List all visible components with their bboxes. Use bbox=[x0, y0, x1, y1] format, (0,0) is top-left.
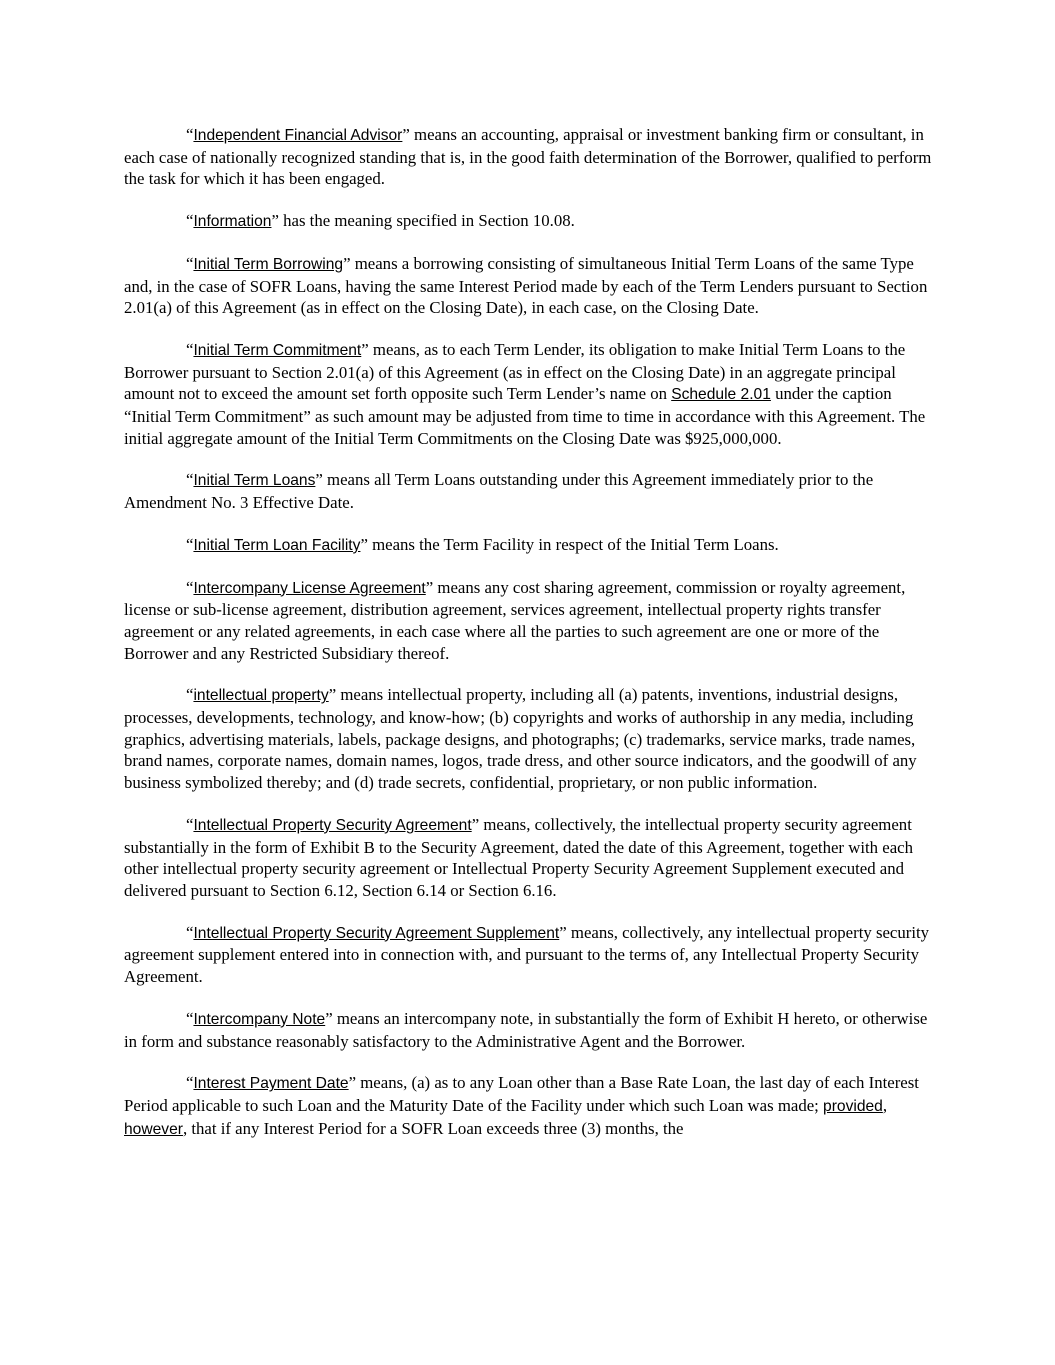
defined-term: Information bbox=[193, 213, 272, 231]
defined-term: Intellectual Property Security Agreement Supplement bbox=[193, 924, 560, 942]
definition-text: ” has the meaning specified in Section 10.08. bbox=[271, 211, 575, 231]
defined-term: Interest Payment Date bbox=[193, 1075, 349, 1093]
definition-initial-term-borrowing: “Initial Term Borrowing” means a borrowing consisting of simultaneous Initial Term Loans of the same Type and, in the case of SOFR Loans, having the same Interest Period made by each of the Term Lenders pursuant to Section 2.01(a) of this Agreement (as in effect on the Closing Date), in each case, on the Closing Date. bbox=[124, 253, 928, 318]
definition-initial-term-commitment: “Initial Term Commitment” means, as to each Term Lender, its obligation to make Initial Term Loans to the Borrower pursuant to Section 2.01(a) of this Agreement (as in effect on the Closing Date) in an aggregate principal amount not to exceed the amount set forth opposite such Term Lender’s name on Schedule 2.01 under the caption “Initial Term Commitment” as such amount may be adjusted from time to time in accordance with this Agreement. The initial aggregate amount of the Initial Term Commitments on the Closing Date was $925,000,000. bbox=[124, 339, 926, 448]
definition-text: ” means intellectual property, including all (a) patents, inventions, industrial designs, processes, developments, technology, and know-how; (b) copyrights and works of authorship in any media, including graphics, advertising materials, labels, package designs, and photographs; (c) trademarks, service marks, trade names, brand names, corporate names, domain names, logos, trade dress, and other source indicators, and the goodwill of any business symbolized thereby; and (d) trade secrets, confidential, proprietary, or non public information. bbox=[124, 685, 917, 793]
definition-intercompany-license-agreement: “Intercompany License Agreement” means any cost sharing agreement, commission or royalty agreement, license or sub-license agreement, distribution agreement, services agreement, intellectual property rights transfer agreement or any related agreements, in each case where all the parties to such agreement are one or more of the Borrower and any Restricted Subsidiary thereof. bbox=[124, 577, 906, 663]
definition-text: ” means any cost sharing agreement, commission or royalty agreement, license or sub-license agreement, distribution agreement, services agreement, intellectual property rights transfer agreement or any related agreements, in each case where all the parties to such agreement are one or more of the Borrower and any Restricted Subsidiary thereof. bbox=[124, 577, 906, 663]
defined-term: Initial Term Loans bbox=[193, 472, 316, 490]
definition-ip-security-agreement: “Intellectual Property Security Agreement” means, collectively, the intellectual property security agreement substantially in the form of Exhibit B to the Security Agreement, dated the date of this Agreement, together with each other intellectual property security agreement or Intellectual Property Security Agreement Supplement executed and delivered pursuant to Section 6.12, Section 6.14 or Section 6.16. bbox=[124, 814, 913, 900]
schedule-reference: Schedule 2.01 bbox=[671, 386, 771, 404]
definition-text: ” means the Term Facility in respect of the Initial Term Loans. bbox=[360, 534, 779, 554]
definition-text-continued: under the caption “Initial Term Commitment” as such amount may be adjusted from time to time in accordance with this Agreement. The initial aggregate amount of the Initial Term Commitments on the Closing Date was $925,000,000. bbox=[124, 384, 926, 448]
defined-term: Intercompany Note bbox=[193, 1010, 326, 1028]
definition-text-continued: , that if any Interest Period for a SOFR Loan exceeds three (3) months, the bbox=[182, 1118, 684, 1138]
defined-term: Initial Term Loan Facility bbox=[193, 536, 361, 554]
definition-intercompany-note: “Intercompany Note” means an intercompany note, in substantially the form of Exhibit H hereto, or otherwise in form and substance reasonably satisfactory to the Administrative Agent and the Borrower. bbox=[124, 1008, 928, 1051]
definition-interest-payment-date: “Interest Payment Date” means, (a) as to any Loan other than a Base Rate Loan, the last day of each Interest Period applicable to such Loan and the Maturity Date of the Facility under which such Loan was made; provided, however, that if any Interest Period for a SOFR Loan exceeds three (3) months, the bbox=[124, 1073, 919, 1138]
definition-text: ” means, (a) as to any Loan other than a Base Rate Loan, the last day of each Interest Period applicable to such Loan and the Maturity Date of the Facility under which such Loan was made; bbox=[124, 1073, 919, 1115]
proviso-term: provided bbox=[823, 1097, 883, 1115]
definition-text: ” means, collectively, the intellectual property security agreement substantially in the form of Exhibit B to the Security Agreement, dated the date of this Agreement, together with each other intellectual property security agreement or Intellectual Property Security Agreement Supplement executed and delivered pursuant to Section 6.12, Section 6.14 or Section 6.16. bbox=[124, 814, 913, 900]
definitions-body bbox=[124, 124, 932, 1160]
defined-term: Independent Financial Advisor bbox=[193, 127, 403, 144]
defined-term: intellectual property bbox=[193, 687, 329, 705]
defined-term: Intellectual Property Security Agreement bbox=[193, 816, 472, 834]
separator: , bbox=[882, 1095, 888, 1115]
definition-ip-security-agreement-supplement: “Intellectual Property Security Agreement Supplement” means, collectively, any intellectual property security agreement supplement entered into in connection with, and pursuant to the terms of, any Intellectual Property Security Agreement. bbox=[124, 922, 930, 987]
definition-intellectual-property: “intellectual property” means intellectual property, including all (a) patents, inventions, industrial designs, processes, developments, technology, and know-how; (b) copyrights and works of authorship in any media, including graphics, advertising materials, labels, package designs, and photographs; (c) trademarks, service marks, trade names, brand names, corporate names, domain names, logos, trade dress, and other source indicators, and the goodwill of any business symbolized thereby; and (d) trade secrets, confidential, proprietary, or non public information. bbox=[124, 685, 917, 793]
defined-term: Intercompany License Agreement bbox=[193, 579, 426, 597]
definition-independent-financial-advisor: “Independent Financial Advisor” means an accounting, appraisal or investment banking firm or consultant, in each case of nationally recognized standing that is, in the good faith determination of the Borrower, qualified to perform the task for which it has been engaged. bbox=[124, 125, 932, 189]
definition-initial-term-loan-facility: “Initial Term Loan Facility” means the Term Facility in respect of the Initial Term Loans. bbox=[186, 534, 779, 554]
proviso-term: however bbox=[124, 1120, 183, 1138]
defined-term: Initial Term Commitment bbox=[193, 341, 362, 359]
definition-text: ” means an accounting, appraisal or investment banking firm or consultant, in each case of nationally recognized standing that is, in the good faith determination of the Borrower, qualified to perform the task for which it has been engaged. bbox=[124, 125, 932, 189]
definition-text: ” means, collectively, any intellectual property security agreement supplement entered into in connection with, and pursuant to the terms of, any Intellectual Property Security Agreement. bbox=[124, 922, 930, 987]
definition-information: “Information” has the meaning specified in Section 10.08. bbox=[186, 211, 575, 231]
definition-initial-term-loans: “Initial Term Loans” means all Term Loans outstanding under this Agreement immediately prior to the Amendment No. 3 Effective Date. bbox=[124, 470, 874, 513]
defined-term: Initial Term Borrowing bbox=[193, 255, 344, 273]
definition-text: ” means all Term Loans outstanding under this Agreement immediately prior to the Amendment No. 3 Effective Date. bbox=[124, 470, 874, 513]
definition-text: ” means a borrowing consisting of simultaneous Initial Term Loans of the same Type and, in the case of SOFR Loans, having the same Interest Period made by each of the Term Lenders pursuant to Section 2.01(a) of this Agreement (as in effect on the Closing Date), in each case, on the Closing Date. bbox=[124, 253, 928, 318]
definition-text: ” means, as to each Term Lender, its obligation to make Initial Term Loans to the Borrower pursuant to Section 2.01(a) of this Agreement (as in effect on the Closing Date) in an aggregate principal amount not to exceed the amount set forth opposite such Term Lender’s name on bbox=[124, 339, 906, 404]
definition-text: ” means an intercompany note, in substantially the form of Exhibit H hereto, or otherwise in form and substance reasonably satisfactory to the Administrative Agent and the Borrower. bbox=[124, 1008, 928, 1051]
